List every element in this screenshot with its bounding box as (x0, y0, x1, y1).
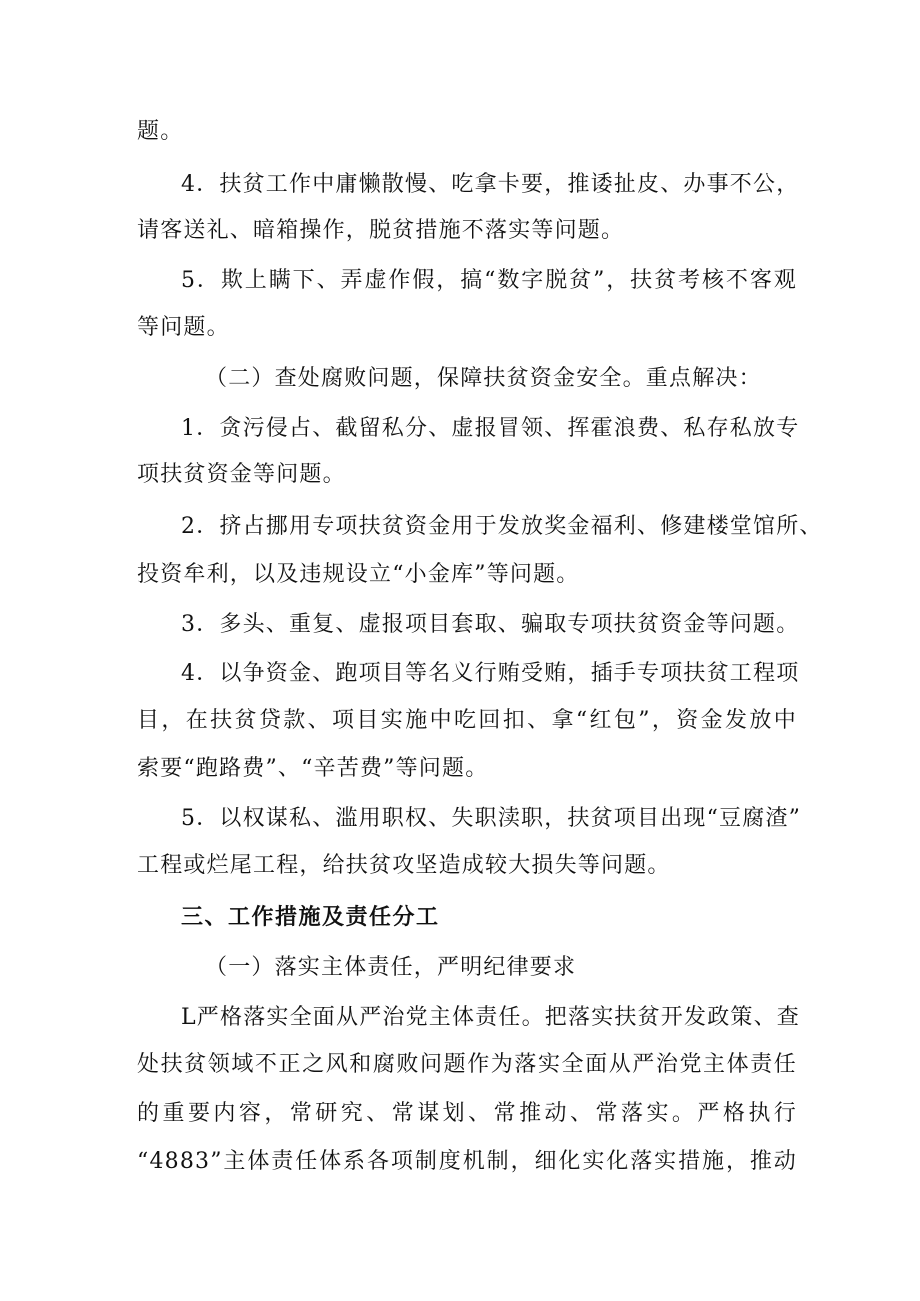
subsection-1-heading: （一）落实主体责任，严明纪律要求 (205, 955, 577, 980)
item-4-line-1: 4．扶贫工作中庸懒散慢、吃拿卡要，推诿扯皮、办事不公， (181, 172, 800, 197)
corruption-item-4-line-1: 4．以争资金、跑项目等名义行贿受贿，插手专项扶贫工程项 (181, 661, 800, 686)
measure-1-line-4: “4883”主体责任体系各项制度机制，细化实化落实措施，推动 (137, 1149, 797, 1174)
section-3-heading: 三、工作措施及责任分工 (181, 905, 440, 930)
text-line-1: 题。 (137, 119, 184, 144)
corruption-item-1-line-2: 项扶贫资金等问题。 (137, 462, 346, 487)
corruption-item-4-line-2: 目，在扶贫贷款、项目实施中吃回扣、拿“红包”，资金发放中 (137, 708, 797, 733)
measure-1-line-1: L严格落实全面从严治党主体责任。把落实扶贫开发政策、查 (181, 1005, 801, 1030)
measure-1-line-3: 的重要内容，常研究、常谋划、常推动、常落实。严格执行 (137, 1101, 797, 1126)
corruption-item-2-line-1: 2．挤占挪用专项扶贫资金用于发放奖金福利、修建楼堂馆所、 (181, 514, 823, 539)
item-5-line-1: 5．欺上瞒下、弄虚作假，搞“数字脱贫”，扶贫考核不客观 (181, 268, 797, 293)
item-4-line-2: 请客送礼、暗箱操作，脱贫措施不落实等问题。 (137, 218, 625, 243)
corruption-item-5-line-1: 5．以权谋私、滥用职权、失职渎职，扶贫项目出现“豆腐渣” (181, 806, 802, 831)
corruption-item-5-line-2: 工程或烂尾工程，给扶贫攻坚造成较大损失等问题。 (137, 853, 671, 878)
corruption-item-1-line-1: 1．贪污侵占、截留私分、虚报冒领、挥霍浪费、私存私放专 (181, 416, 800, 441)
corruption-item-2-line-2: 投资牟利，以及违规设立“小金库”等问题。 (137, 562, 580, 587)
corruption-item-4-line-3: 索要“跑路费”、“辛苦费”等问题。 (137, 756, 489, 781)
section-2-heading: （二）查处腐败问题，保障扶贫资金安全。重点解决： (205, 366, 762, 391)
corruption-item-3: 3．多头、重复、虚报项目套取、骗取专项扶贫资金等问题。 (181, 612, 800, 637)
item-5-line-2: 等问题。 (137, 315, 230, 340)
measure-1-line-2: 处扶贫领域不正之风和腐败问题作为落实全面从严治党主体责任 (137, 1052, 797, 1077)
